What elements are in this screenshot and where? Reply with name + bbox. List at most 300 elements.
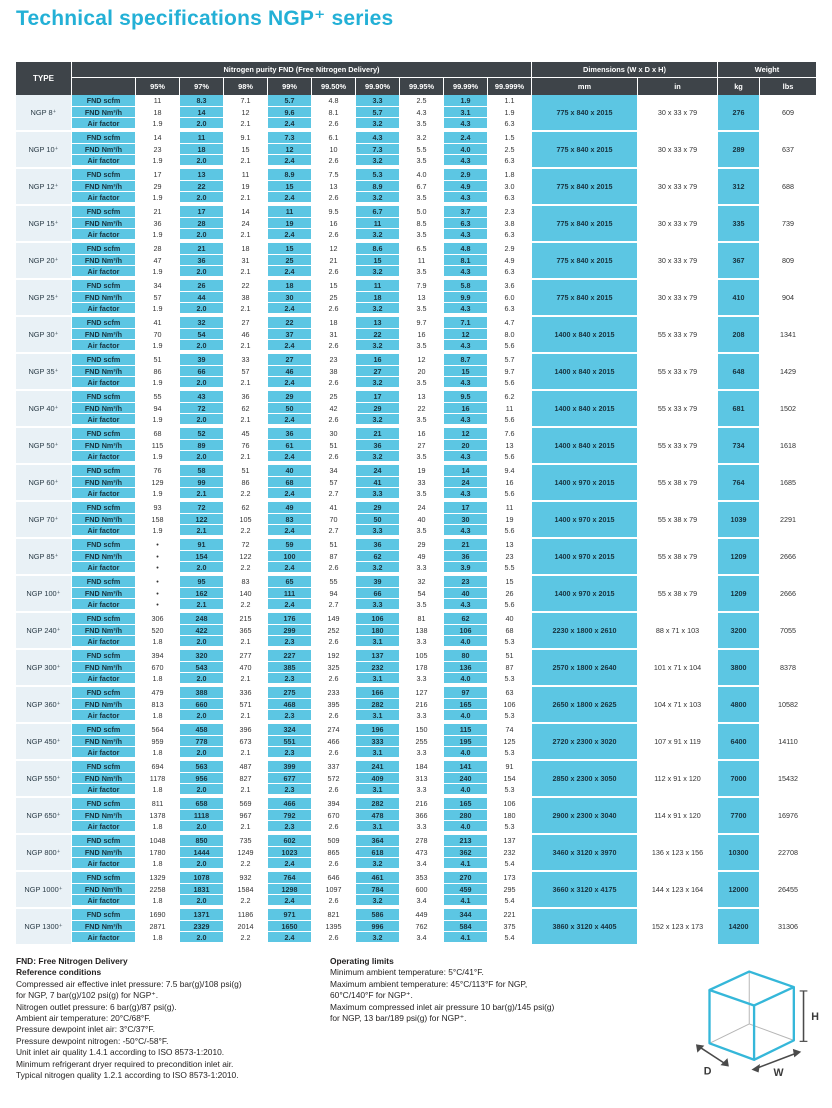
row-label: FND Nm³/h	[72, 736, 136, 746]
type-cell: NGP 450⁺	[16, 724, 72, 759]
value-cell: 365	[224, 625, 268, 635]
value-cell: 15	[356, 255, 400, 265]
purity-rows	[72, 206, 532, 241]
value-cell: 13	[488, 539, 532, 550]
value-cell: 42	[312, 403, 356, 413]
table-row	[72, 376, 532, 387]
dimensions-mm-cell: 775 x 840 x 2015	[532, 95, 638, 130]
row-label: Air factor	[72, 377, 136, 387]
value-cell: 86	[224, 477, 268, 487]
value-cell: 3.1	[356, 636, 400, 646]
value-cell: 6.0	[488, 292, 532, 302]
value-cell: 95	[180, 576, 224, 587]
value-cell: 2.0	[180, 377, 224, 387]
dimensions-in-cell: 152 x 123 x 173	[638, 909, 718, 944]
value-cell: 196	[356, 724, 400, 735]
value-cell: 4.0	[444, 784, 488, 794]
value-cell: 1.9	[136, 155, 180, 165]
value-cell: 3.5	[400, 192, 444, 202]
value-cell: 19	[488, 514, 532, 524]
value-cell: 36	[180, 255, 224, 265]
weight-lbs-cell: 688	[760, 169, 816, 204]
table-row	[72, 354, 532, 365]
value-cell: 106	[488, 798, 532, 809]
purity-rows	[72, 391, 532, 426]
value-cell: 51	[224, 465, 268, 476]
value-cell: •	[136, 588, 180, 598]
value-cell: 2.1	[224, 636, 268, 646]
value-cell: 2.0	[180, 784, 224, 794]
value-cell: 25	[312, 391, 356, 402]
value-cell: 3.5	[400, 118, 444, 128]
value-cell: 213	[444, 835, 488, 846]
value-cell: 2.1	[224, 229, 268, 239]
header-subrow	[72, 78, 816, 95]
row-label: FND scfm	[72, 909, 136, 920]
value-cell: 1.9	[488, 107, 532, 117]
value-cell: 2.2	[224, 932, 268, 942]
value-cell: 270	[444, 872, 488, 883]
row-label: FND Nm³/h	[72, 440, 136, 450]
value-cell: 216	[400, 699, 444, 709]
value-cell: 2.4	[268, 488, 312, 498]
header-dimensions-group: Dimensions (W x D x H)	[532, 62, 718, 78]
weight-kg-cell: 7000	[718, 761, 760, 796]
value-cell: 11	[356, 218, 400, 228]
row-label: FND Nm³/h	[72, 921, 136, 931]
value-cell: 3.3	[356, 525, 400, 535]
value-cell: 764	[268, 872, 312, 883]
dimensions-in-cell: 55 x 33 x 79	[638, 391, 718, 426]
value-cell: 8.9	[268, 169, 312, 180]
value-cell: 461	[356, 872, 400, 883]
header-weight-group: Weight	[718, 62, 816, 78]
weight-lbs-cell: 1341	[760, 317, 816, 352]
value-cell: 1.9	[136, 377, 180, 387]
cube-width-label: W	[773, 1067, 784, 1080]
value-cell: 3.5	[400, 488, 444, 498]
value-cell: 149	[312, 613, 356, 624]
value-cell: 38	[224, 292, 268, 302]
value-cell: 1584	[224, 884, 268, 894]
value-cell: 178	[400, 662, 444, 672]
value-cell: 9.6	[268, 107, 312, 117]
value-cell: 2.0	[180, 266, 224, 276]
value-cell: 2871	[136, 921, 180, 931]
dimensions-mm-cell: 2570 x 1800 x 2640	[532, 650, 638, 685]
row-label: FND scfm	[72, 835, 136, 846]
value-cell: 25	[268, 255, 312, 265]
value-cell: 180	[356, 625, 400, 635]
purity-rows	[72, 872, 532, 907]
type-group	[16, 613, 816, 650]
weight-lbs-cell: 1618	[760, 428, 816, 463]
value-cell: 4.9	[444, 181, 488, 191]
value-cell: 5.6	[488, 414, 532, 424]
value-cell: 2.6	[312, 266, 356, 276]
value-cell: 215	[224, 613, 268, 624]
table-row	[72, 598, 532, 609]
dimensions-in-cell: 88 x 71 x 103	[638, 613, 718, 648]
dimensions-mm-cell: 2900 x 2300 x 3040	[532, 798, 638, 833]
cube-depth-label: D	[703, 1065, 712, 1078]
value-cell: 4.3	[444, 155, 488, 165]
row-label: FND scfm	[72, 576, 136, 587]
value-cell: 299	[268, 625, 312, 635]
value-cell: 13	[400, 292, 444, 302]
row-label: Air factor	[72, 155, 136, 165]
value-cell: 12	[400, 354, 444, 365]
row-label: FND scfm	[72, 280, 136, 291]
header-purity-group: Nitrogen purity FND (Free Nitrogen Delivery)	[72, 62, 532, 78]
row-label: FND Nm³/h	[72, 292, 136, 302]
value-cell: 17	[136, 169, 180, 180]
value-cell: 26	[180, 280, 224, 291]
value-cell: 5.0	[400, 206, 444, 217]
value-cell: 51	[136, 354, 180, 365]
dimensions-in-cell: 55 x 33 x 79	[638, 317, 718, 352]
value-cell: 5.8	[444, 280, 488, 291]
value-cell: 58	[180, 465, 224, 476]
cube-visible-edges	[710, 972, 794, 1060]
table-row	[72, 883, 532, 894]
value-cell: 2329	[180, 921, 224, 931]
value-cell: 3.2	[400, 132, 444, 143]
value-cell: 13	[356, 317, 400, 328]
value-cell: 670	[136, 662, 180, 672]
type-group	[16, 132, 816, 169]
value-cell: 165	[444, 699, 488, 709]
row-label: FND scfm	[72, 761, 136, 772]
dimensions-mm-cell: 1400 x 840 x 2015	[532, 428, 638, 463]
value-cell: 2.4	[268, 451, 312, 461]
value-cell: 2.1	[224, 747, 268, 757]
value-cell: 162	[180, 588, 224, 598]
weight-kg-cell: 410	[718, 280, 760, 315]
value-cell: 3.4	[400, 932, 444, 942]
value-cell: 15	[224, 144, 268, 154]
value-cell: 5.3	[488, 636, 532, 646]
type-cell: NGP 25⁺	[16, 280, 72, 315]
value-cell: 2.6	[312, 784, 356, 794]
value-cell: 4.3	[444, 266, 488, 276]
header-purity-99: 99%	[268, 78, 312, 95]
value-cell: 1.8	[136, 747, 180, 757]
value-cell: 8.7	[444, 354, 488, 365]
value-cell: 5.6	[488, 451, 532, 461]
value-cell: 5.6	[488, 340, 532, 350]
table-row	[72, 820, 532, 831]
value-cell: 2.6	[312, 858, 356, 868]
value-cell: 3.2	[356, 377, 400, 387]
footnote-line: Minimum ambient temperature: 5°C/41°F.	[330, 967, 484, 978]
value-cell: 4.0	[444, 747, 488, 757]
value-cell: 2.3	[268, 784, 312, 794]
value-cell: 3.5	[400, 155, 444, 165]
type-group	[16, 465, 816, 502]
table-row	[72, 328, 532, 339]
dimensions-in-cell: 136 x 123 x 156	[638, 835, 718, 870]
value-cell: 543	[180, 662, 224, 672]
value-cell: 2.4	[268, 229, 312, 239]
value-cell: 6.3	[488, 303, 532, 313]
table-row	[72, 524, 532, 535]
value-cell: 1650	[268, 921, 312, 931]
value-cell: 4.7	[488, 317, 532, 328]
value-cell: 12	[444, 329, 488, 339]
value-cell: 932	[224, 872, 268, 883]
value-cell: 106	[444, 625, 488, 635]
dimensions-in-cell: 30 x 33 x 79	[638, 169, 718, 204]
value-cell: 137	[488, 835, 532, 846]
dimensions-mm-cell: 3860 x 3120 x 4405	[532, 909, 638, 944]
row-label: Air factor	[72, 895, 136, 905]
value-cell: 2.6	[312, 192, 356, 202]
value-cell: 40	[444, 588, 488, 598]
value-cell: 216	[400, 798, 444, 809]
row-label: Air factor	[72, 303, 136, 313]
value-cell: 325	[312, 662, 356, 672]
value-cell: 2.0	[180, 414, 224, 424]
value-cell: 1329	[136, 872, 180, 883]
row-label: FND Nm³/h	[72, 403, 136, 413]
table-row	[72, 265, 532, 276]
value-cell: 43	[180, 391, 224, 402]
value-cell: 248	[180, 613, 224, 624]
row-label: FND scfm	[72, 798, 136, 809]
weight-lbs-cell: 14110	[760, 724, 816, 759]
table-row	[72, 280, 532, 291]
value-cell: 93	[136, 502, 180, 513]
value-cell: 240	[444, 773, 488, 783]
value-cell: 660	[180, 699, 224, 709]
value-cell: 658	[180, 798, 224, 809]
weight-lbs-cell: 1429	[760, 354, 816, 389]
type-cell: NGP 85⁺	[16, 539, 72, 574]
weight-kg-cell: 289	[718, 132, 760, 167]
value-cell: •	[136, 576, 180, 587]
table-row	[72, 169, 532, 180]
type-group	[16, 909, 816, 946]
value-cell: 2.6	[312, 155, 356, 165]
value-cell: 2.1	[224, 340, 268, 350]
row-label: Air factor	[72, 266, 136, 276]
value-cell: 2.4	[268, 118, 312, 128]
value-cell: 7.3	[268, 132, 312, 143]
dimensions-mm-cell: 775 x 840 x 2015	[532, 132, 638, 167]
value-cell: 29	[136, 181, 180, 191]
value-cell: 422	[180, 625, 224, 635]
table-row	[72, 413, 532, 424]
value-cell: 2.4	[268, 414, 312, 424]
row-label: FND scfm	[72, 428, 136, 439]
row-label: FND Nm³/h	[72, 884, 136, 894]
value-cell: 4.3	[444, 192, 488, 202]
type-group	[16, 169, 816, 206]
value-cell: 16	[356, 354, 400, 365]
value-cell: 28	[180, 218, 224, 228]
value-cell: 3.6	[488, 280, 532, 291]
value-cell: 44	[180, 292, 224, 302]
value-cell: 5.3	[356, 169, 400, 180]
value-cell: 3.1	[356, 673, 400, 683]
value-cell: 29	[400, 539, 444, 550]
cube-height-label: H	[811, 1011, 819, 1024]
value-cell: 2.1	[224, 266, 268, 276]
table-row	[72, 487, 532, 498]
weight-lbs-cell: 16976	[760, 798, 816, 833]
value-cell: 473	[400, 847, 444, 857]
value-cell: 959	[136, 736, 180, 746]
dimensions-mm-cell: 1400 x 970 x 2015	[532, 465, 638, 500]
table-row	[72, 635, 532, 646]
value-cell: 282	[356, 798, 400, 809]
dimensions-mm-cell: 1400 x 970 x 2015	[532, 539, 638, 574]
value-cell: 3.2	[356, 932, 400, 942]
table-row	[72, 465, 532, 476]
value-cell: 192	[312, 650, 356, 661]
table-row	[72, 698, 532, 709]
footnote-line: Operating limits	[330, 956, 394, 966]
value-cell: 19	[268, 218, 312, 228]
dimensions-mm-cell: 775 x 840 x 2015	[532, 206, 638, 241]
value-cell: 176	[268, 613, 312, 624]
value-cell: 94	[136, 403, 180, 413]
table-row	[72, 613, 532, 624]
value-cell: 72	[180, 502, 224, 513]
value-cell: 3.3	[400, 710, 444, 720]
value-cell: 2.1	[180, 488, 224, 498]
value-cell: 1118	[180, 810, 224, 820]
value-cell: 4.3	[444, 525, 488, 535]
value-cell: 180	[488, 810, 532, 820]
value-cell: 11	[268, 206, 312, 217]
dimensions-in-cell: 107 x 91 x 119	[638, 724, 718, 759]
value-cell: 1831	[180, 884, 224, 894]
row-label: FND scfm	[72, 169, 136, 180]
table-row	[72, 846, 532, 857]
value-cell: 2.1	[180, 599, 224, 609]
type-cell: NGP 1000⁺	[16, 872, 72, 907]
value-cell: 2.6	[312, 451, 356, 461]
purity-rows	[72, 95, 532, 130]
value-cell: 2.0	[180, 858, 224, 868]
dimensions-mm-cell: 775 x 840 x 2015	[532, 169, 638, 204]
value-cell: 41	[356, 477, 400, 487]
purity-rows	[72, 613, 532, 648]
table-row	[72, 931, 532, 942]
type-group	[16, 428, 816, 465]
value-cell: 61	[268, 440, 312, 450]
value-cell: 2.0	[180, 821, 224, 831]
value-cell: 967	[224, 810, 268, 820]
value-cell: 602	[268, 835, 312, 846]
value-cell: 6.5	[400, 243, 444, 254]
row-label: FND Nm³/h	[72, 218, 136, 228]
value-cell: 4.0	[444, 144, 488, 154]
value-cell: 16	[444, 403, 488, 413]
value-cell: 233	[312, 687, 356, 698]
value-cell: 74	[488, 724, 532, 735]
value-cell: 5.3	[488, 747, 532, 757]
value-cell: 2.0	[180, 747, 224, 757]
spec-table	[16, 62, 816, 946]
table-row	[72, 783, 532, 794]
value-cell: 8.9	[356, 181, 400, 191]
value-cell: 55	[312, 576, 356, 587]
value-cell: 24	[444, 477, 488, 487]
table-row	[72, 761, 532, 772]
value-cell: 20	[400, 366, 444, 376]
value-cell: 586	[356, 909, 400, 920]
value-cell: 4.3	[444, 118, 488, 128]
value-cell: 38	[312, 366, 356, 376]
value-cell: 2.1	[224, 377, 268, 387]
value-cell: 280	[444, 810, 488, 820]
row-label: Air factor	[72, 932, 136, 942]
value-cell: 3.2	[356, 451, 400, 461]
value-cell: 15	[312, 280, 356, 291]
value-cell: 5.6	[488, 488, 532, 498]
value-cell: 3.2	[356, 303, 400, 313]
value-cell: 2.1	[224, 118, 268, 128]
weight-kg-cell: 1039	[718, 502, 760, 537]
value-cell: 4.3	[400, 107, 444, 117]
value-cell: 571	[224, 699, 268, 709]
row-label: Air factor	[72, 229, 136, 239]
table-row	[72, 772, 532, 783]
footnote-line: for NGP, 13 bar/189 psi(g) for NGP⁺.	[330, 1013, 467, 1024]
value-cell: 22	[268, 317, 312, 328]
weight-kg-cell: 6400	[718, 724, 760, 759]
value-cell: 8.6	[356, 243, 400, 254]
value-cell: 11	[356, 280, 400, 291]
purity-rows	[72, 650, 532, 685]
value-cell: 4.3	[444, 599, 488, 609]
value-cell: 1395	[312, 921, 356, 931]
value-cell: 646	[312, 872, 356, 883]
value-cell: 125	[488, 736, 532, 746]
value-cell: 36	[268, 428, 312, 439]
value-cell: 2.6	[312, 710, 356, 720]
value-cell: 40	[400, 514, 444, 524]
type-group	[16, 391, 816, 428]
value-cell: 2.0	[180, 932, 224, 942]
weight-kg-cell: 12000	[718, 872, 760, 907]
value-cell: 600	[400, 884, 444, 894]
value-cell: 19	[224, 181, 268, 191]
value-cell: 23	[444, 576, 488, 587]
value-cell: 141	[444, 761, 488, 772]
table-row	[72, 191, 532, 202]
type-cell: NGP 70⁺	[16, 502, 72, 537]
value-cell: 3.5	[400, 303, 444, 313]
table-row	[72, 920, 532, 931]
value-cell: 3.5	[400, 525, 444, 535]
header-kg: kg	[718, 78, 760, 95]
value-cell: 21	[356, 428, 400, 439]
value-cell: 7.1	[444, 317, 488, 328]
table-row	[72, 624, 532, 635]
value-cell: 9.7	[400, 317, 444, 328]
value-cell: 15	[488, 576, 532, 587]
value-cell: 2.4	[268, 858, 312, 868]
row-label: Air factor	[72, 525, 136, 535]
purity-rows	[72, 243, 532, 278]
weight-kg-cell: 14200	[718, 909, 760, 944]
weight-lbs-cell: 2291	[760, 502, 816, 537]
dimensions-in-cell: 55 x 38 x 79	[638, 465, 718, 500]
